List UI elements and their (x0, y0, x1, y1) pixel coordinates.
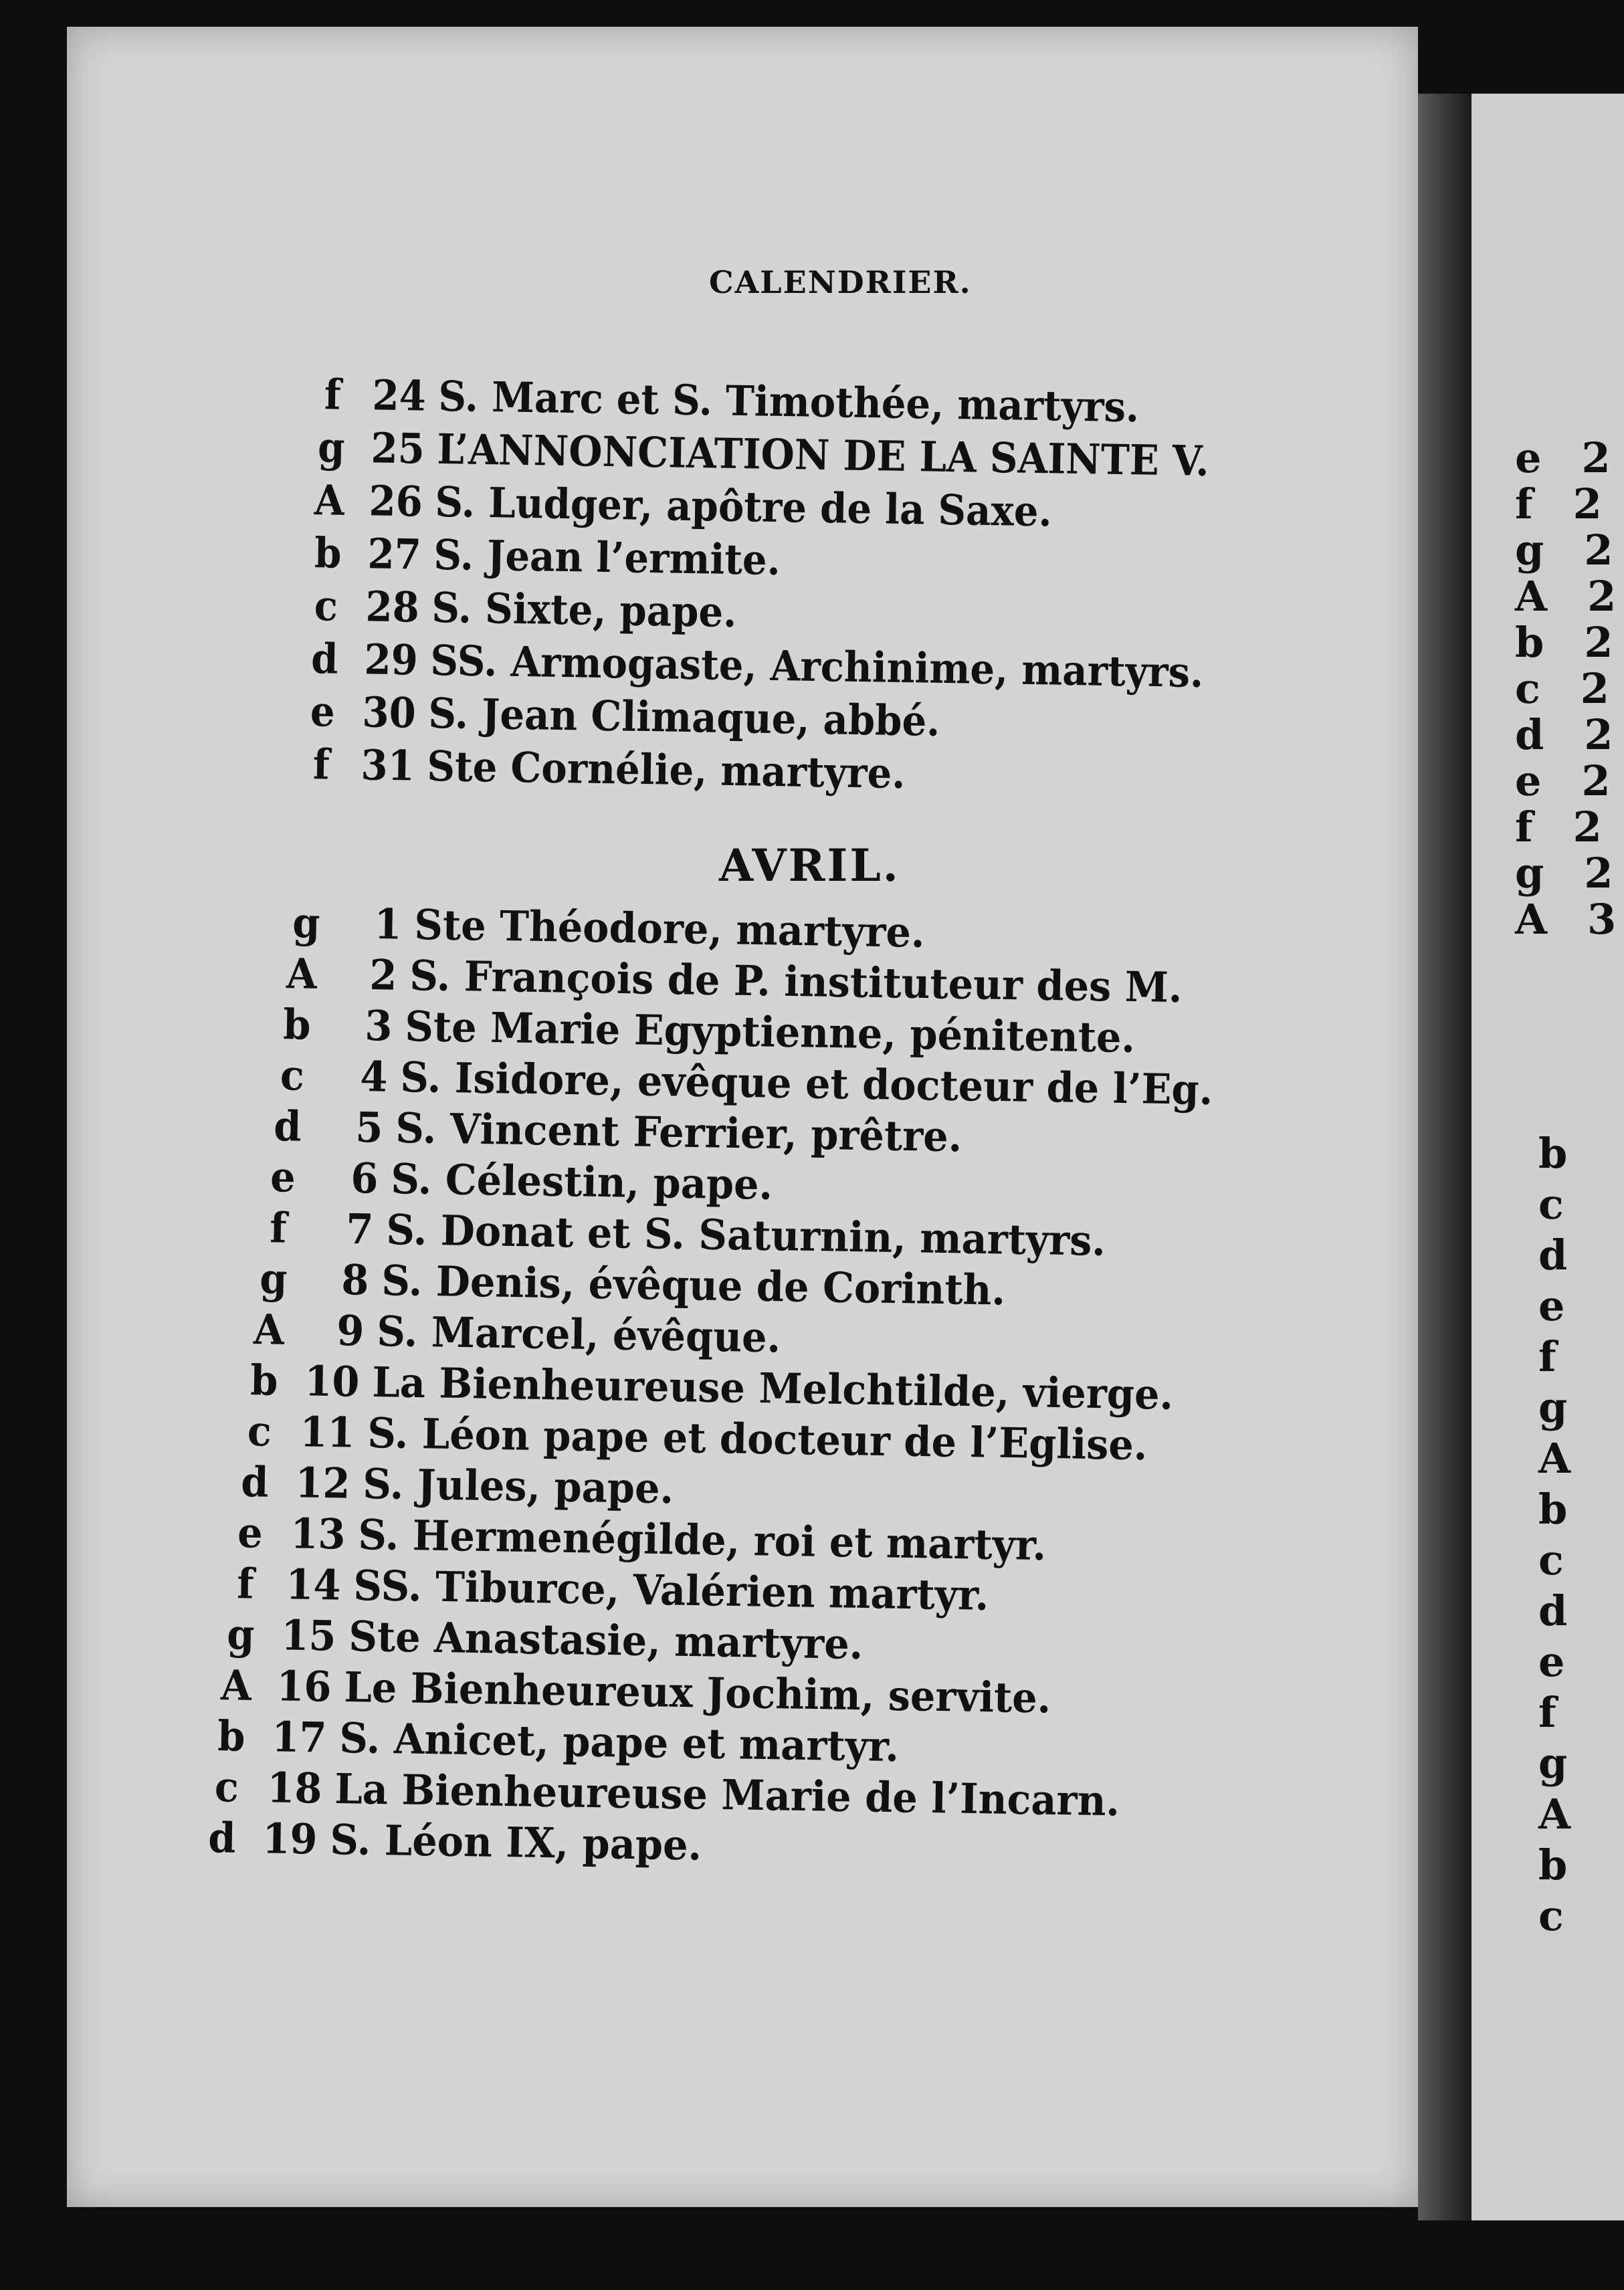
day-number: 14 (285, 1560, 342, 1610)
dominical-letter: d (1538, 1231, 1568, 1279)
saint-name: S. Denis, évêque de Corinth. (381, 1255, 1006, 1315)
dominical-letter: d (207, 1813, 237, 1863)
dominical-letter: f (1515, 803, 1533, 851)
dominical-letter: b (282, 1000, 312, 1049)
dominical-letter: e (310, 687, 336, 736)
day-number: 3 (364, 1001, 393, 1051)
saint-name: S. Marcel, évêque. (376, 1306, 781, 1362)
day-number: 4 (359, 1052, 389, 1102)
saint-name: S. Sixte, pape. (431, 583, 737, 637)
day-number: 7 (345, 1205, 375, 1254)
dominical-letter: d (273, 1102, 302, 1151)
dominical-letter: f (269, 1203, 288, 1253)
dominical-letter: d (240, 1457, 270, 1507)
saint-name: S. Léon IX, pape. (329, 1814, 702, 1870)
day-number-fragment: 3 (1587, 895, 1617, 944)
book-gutter (1418, 94, 1471, 2220)
facing-page-entry (1515, 665, 1609, 712)
day-number-fragment: 2 (1572, 803, 1602, 851)
saint-name: S. Célestin, pape. (390, 1154, 773, 1209)
day-number: 27 (367, 529, 421, 579)
day-number: 15 (280, 1610, 337, 1661)
dominical-letter: A (253, 1305, 285, 1354)
dominical-letter: e (270, 1152, 296, 1202)
day-number: 11 (299, 1407, 356, 1457)
dominical-letter: f (312, 740, 330, 789)
dominical-letter: d (1515, 710, 1544, 759)
dominical-letter: g (226, 1610, 256, 1659)
dominical-letter: A (1515, 572, 1548, 621)
saint-name: S. Isidore, evêque et docteur de l’Eg. (399, 1052, 1213, 1115)
dominical-letter: e (1538, 1637, 1565, 1686)
saint-name: S. Vincent Ferrier, prêtre. (395, 1103, 962, 1162)
dominical-letter: f (1538, 1332, 1556, 1381)
day-number-fragment: 2 (1584, 618, 1613, 667)
saint-name: Ste Anastasie, martyre. (348, 1611, 864, 1669)
saint-name: Le Bienheureux Jochim, servite. (343, 1662, 1051, 1723)
facing-page-entry (1515, 850, 1613, 897)
dominical-letter: b (1515, 618, 1544, 667)
facing-page-entry (1515, 758, 1611, 805)
dominical-letter: c (280, 1051, 305, 1100)
saint-name: La Bienheureuse Marie de l’Incarn. (334, 1764, 1120, 1826)
saint-name: S. François de P. instituteur des M. (409, 950, 1183, 1013)
day-number: 8 (340, 1255, 370, 1305)
dominical-letter: A (220, 1661, 252, 1710)
dominical-letter: A (1538, 1434, 1571, 1483)
day-number-fragment: 2 (1580, 664, 1609, 713)
saint-name: Ste Théodore, martyre. (413, 900, 926, 957)
dominical-letter: c (247, 1407, 272, 1456)
day-number: 9 (336, 1306, 365, 1356)
dominical-letter: f (1538, 1688, 1556, 1737)
day-number-fragment: 2 (1581, 756, 1611, 805)
saint-name: S. Jules, pape. (362, 1459, 674, 1514)
dominical-letter: b (1538, 1129, 1568, 1178)
dominical-letter: b (1538, 1485, 1568, 1534)
day-number: 29 (363, 635, 418, 685)
dominical-letter: b (1538, 1841, 1568, 1889)
facing-page-entry (1515, 896, 1616, 943)
saint-name: SS. Armogaste, Archinime, martyrs. (429, 635, 1204, 698)
dominical-letter: e (1515, 433, 1542, 482)
day-number: 12 (294, 1458, 351, 1508)
facing-page-entry (1515, 527, 1613, 574)
saint-name: S. Marc et S. Timothée, martyrs. (437, 371, 1140, 432)
dominical-letter: b (249, 1356, 279, 1405)
day-number: 10 (304, 1356, 361, 1407)
running-head: CALENDRIER. (709, 264, 972, 300)
saint-name: SS. Tiburce, Valérien martyr. (352, 1560, 989, 1620)
dominical-letter: g (1515, 849, 1544, 898)
dominical-letter: g (1538, 1383, 1568, 1432)
dominical-letter: A (314, 476, 345, 525)
dominical-letter: c (1538, 1180, 1564, 1229)
day-number-fragment: 2 (1587, 572, 1617, 621)
day-number: 17 (271, 1712, 328, 1762)
dominical-letter: A (286, 949, 318, 999)
day-number: 28 (365, 582, 420, 632)
dominical-letter: b (314, 528, 342, 578)
facing-page-entry (1515, 481, 1602, 528)
day-number-fragment: 2 (1584, 849, 1613, 898)
day-number: 16 (276, 1661, 332, 1711)
day-number: 18 (266, 1763, 323, 1813)
saint-name: S. Léon pape et docteur de l’Eglise. (367, 1408, 1148, 1470)
day-number: 25 (370, 423, 425, 474)
dominical-letter: g (292, 898, 321, 948)
day-number-fragment: 2 (1584, 710, 1613, 759)
dominical-letter: c (1538, 1536, 1564, 1584)
day-number: 2 (369, 950, 398, 1000)
day-number-fragment: 2 (1572, 480, 1602, 528)
saint-name: La Bienheureuse Melchtilde, vierge. (371, 1357, 1174, 1419)
saint-name: S. Donat et S. Saturnin, martyrs. (385, 1205, 1106, 1265)
dominical-letter: g (259, 1254, 288, 1304)
saint-name: Ste Marie Egyptienne, pénitente. (404, 1001, 1136, 1063)
day-number: 31 (360, 740, 415, 791)
dominical-letter: c (214, 1762, 239, 1812)
dominical-letter: d (310, 634, 338, 684)
facing-page-entry (1515, 804, 1602, 851)
facing-page-entry (1515, 435, 1611, 482)
saint-name: S. Ludger, apôtre de la Saxe. (434, 477, 1053, 536)
dominical-letter: A (1538, 1790, 1571, 1839)
day-number: 30 (362, 688, 417, 738)
dominical-letter: e (1538, 1281, 1565, 1330)
dominical-letter: c (1515, 664, 1540, 713)
saint-name: Ste Cornélie, martyre. (426, 741, 906, 799)
day-number: 26 (369, 476, 423, 526)
saint-name: S. Jean Climaque, abbé. (427, 688, 940, 746)
saint-name: L’ANNONCIATION DE LA SAINTE V. (436, 424, 1209, 486)
dominical-letter: g (317, 423, 345, 472)
dominical-letter: A (1515, 895, 1548, 944)
day-number-fragment: 2 (1581, 433, 1611, 482)
facing-page-entry (1515, 619, 1613, 666)
day-number: 6 (350, 1154, 379, 1203)
day-number: 13 (290, 1509, 346, 1559)
section-title: AVRIL. (719, 839, 900, 892)
dominical-letter: f (324, 370, 342, 419)
day-number: 5 (354, 1103, 384, 1152)
dominical-letter: g (1538, 1739, 1568, 1788)
saint-name: S. Anicet, pape et martyr. (338, 1713, 900, 1772)
dominical-letter: f (236, 1559, 255, 1608)
dominical-letter: b (217, 1711, 246, 1761)
saint-name: S. Jean l’ermite. (433, 530, 781, 585)
day-number-fragment: 2 (1584, 526, 1613, 575)
dominical-letter: e (237, 1508, 264, 1558)
dominical-letter: c (1538, 1891, 1564, 1940)
dominical-letter: d (1538, 1586, 1568, 1635)
dominical-letter: f (1515, 480, 1533, 528)
day-number: 1 (373, 900, 403, 949)
dominical-letter: g (1515, 526, 1544, 575)
saint-name: S. Hermenégilde, roi et martyr. (357, 1510, 1047, 1570)
day-number: 19 (262, 1814, 318, 1864)
day-number: 24 (372, 371, 427, 421)
facing-page-entry (1515, 573, 1616, 620)
facing-page-entry (1515, 712, 1613, 758)
dominical-letter: e (1515, 756, 1542, 805)
dominical-letter: c (314, 581, 338, 631)
